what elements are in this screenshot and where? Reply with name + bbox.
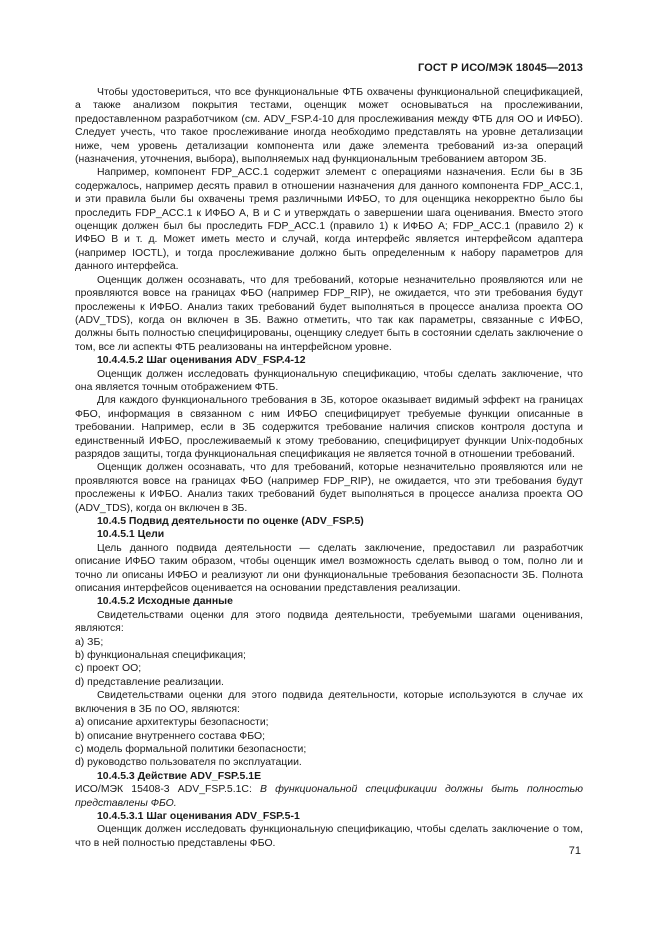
section-heading: 10.4.5.3.1 Шаг оценивания ADV_FSP.5-1 bbox=[97, 810, 300, 822]
paragraph: Например, компонент FDP_ACC.1 содержит элемент с операциями назначения. Если бы в ЗБ содержалось, например десять правил в отношении назначения для данного компонента FDP_ACC.1, и эти правила были бы охвачены тремя различными ИФБО, то для оценщика некорректно было бы проследить FDP_ACC.1 к ИФБО А, В и С и утверждать о завершении шага оценивания. Вместо этого оценщик должен был бы проследить FDP_ACC.1 (правило 1) к ИФБО А; FDP_ACC.1 (правило 2) к ИФБО В и т. д. Может иметь место и случай, когда интерфейс является интерфейсом адаптера (например IOCTL), и тогда прослеживание должно быть определенным к набору параметров для данного интерфейса. bbox=[75, 167, 583, 273]
paragraph: Свидетельствами оценки для этого подвида деятельности, требуемыми шагами оценивания, являются: bbox=[75, 609, 583, 635]
paragraph: Чтобы удостовериться, что все функциональные ФТБ охвачены функциональной спецификацией, а также анализом покрытия тестами, оценщик может основываться на прослеживании, предоставленном разработчиком (см. ADV_FSP.4-10 для прослеживания между ФТБ для ОО и ИФБО). Следует учесть, что такое прослеживание иногда необходимо представлять на уровне детализации ниже, чем уровень детализации компонента или даже элемента требований из-за операций (назначения, уточнения, выбора), выполняемых над функциональным требованием автором ЗБ. bbox=[75, 87, 583, 166]
paragraph: Цель данного подвида деятельности — сделать заключение, предоставил ли разработчик описание ИФБО таким образом, чтобы оценщик имел возможность сделать вывод о том, полно ли и точно ли описаны ИФБО и реализуют ли они функциональные требования безопасности ЗБ. Полнота описания интерфейсов оценивается на основании представления реализации. bbox=[75, 542, 583, 595]
document-body bbox=[75, 86, 583, 850]
list-item: a) ЗБ; bbox=[75, 636, 104, 648]
list-item: a) описание архитектуры безопасности; bbox=[75, 717, 269, 729]
list-item: d) руководство пользователя по эксплуатации. bbox=[75, 757, 302, 769]
section-heading: 10.4.5.2 Исходные данные bbox=[97, 596, 233, 608]
paragraph: Оценщик должен исследовать функциональную спецификацию, чтобы сделать заключение, что она является точным отображением ФТБ. bbox=[75, 368, 583, 393]
paragraph: Оценщик должен осознавать, что для требований, которые незначительно проявляются или не проявляются вовсе на границах ФБО (например FDP_RIP), не ожидается, что эти требования будут прослежены к ИФБО. Анализ таких требований будет выполняться в процессе анализа проекта ОО (ADV_TDS), когда он включен в ЗБ. Важно отметить, что так как параметры, связанные с ИФБО, должны быть полностью специфицированы, оценщику следует быть в состоянии сделать заключение о том, все ли аспекты ФТБ реализованы на интерфейсном уровне. bbox=[75, 274, 583, 353]
list-item: c) проект ОО; bbox=[75, 663, 142, 675]
paragraph: Оценщик должен исследовать функциональную спецификацию, чтобы сделать заключение о том, что в ней полностью представлены ФБО. bbox=[75, 824, 583, 849]
paragraph: Свидетельствами оценки для этого подвида деятельности, которые используются в случае их включения в ЗБ по ОО, являются: bbox=[75, 690, 583, 715]
list-item: c) модель формальной политики безопасности; bbox=[75, 743, 307, 755]
section-heading: 10.4.4.5.2 Шаг оценивания ADV_FSP.4-12 bbox=[97, 355, 306, 367]
section-heading: 10.4.5.1 Цели bbox=[97, 529, 165, 541]
section-heading: 10.4.5.3 Действие ADV_FSP.5.1E bbox=[97, 770, 262, 782]
requirement-text: В функциональной спецификации должны быть полностью представлены ФБО. bbox=[75, 784, 583, 809]
section-heading: 10.4.5 Подвид деятельности по оценке (ADV_FSP.5) bbox=[97, 516, 364, 527]
page-number: 71 bbox=[568, 845, 581, 857]
list-item: d) представление реализации. bbox=[75, 676, 224, 688]
document-header: ГОСТ Р ИСО/МЭК 18045—2013 bbox=[418, 62, 583, 74]
requirement-quote bbox=[75, 783, 583, 810]
list-item: b) описание внутреннего состава ФБО; bbox=[75, 730, 265, 742]
list-item: b) функциональная спецификация; bbox=[75, 650, 246, 662]
paragraph: Оценщик должен осознавать, что для требований, которые незначительно проявляются или не проявляются вовсе на границах ФБО (например FDP_RIP), не ожидается, что эти требования будут прослежены к ИФБО. Анализ таких требований будет выполняться в процессе анализа проекта ОО (ADV_TDS), когда он включен в ЗБ. bbox=[75, 462, 583, 514]
requirement-reference: ИСО/МЭК 15408-3 ADV_FSP.5.1C: bbox=[75, 784, 261, 796]
paragraph: Для каждого функционального требования в ЗБ, которое оказывает видимый эффект на границах ФБО, информация в связанном с ним ИФБО специфицирует требуемые функции описанные в требовании. Например, если в ЗБ содержится требование наличия списков контроля доступа и единственный ИФБО, прослеживаемый к этому требованию, специфицирует функции Unix-подобных разрядов защиты, тогда функциональная спецификация не является точной в отношении требований. bbox=[75, 395, 583, 460]
